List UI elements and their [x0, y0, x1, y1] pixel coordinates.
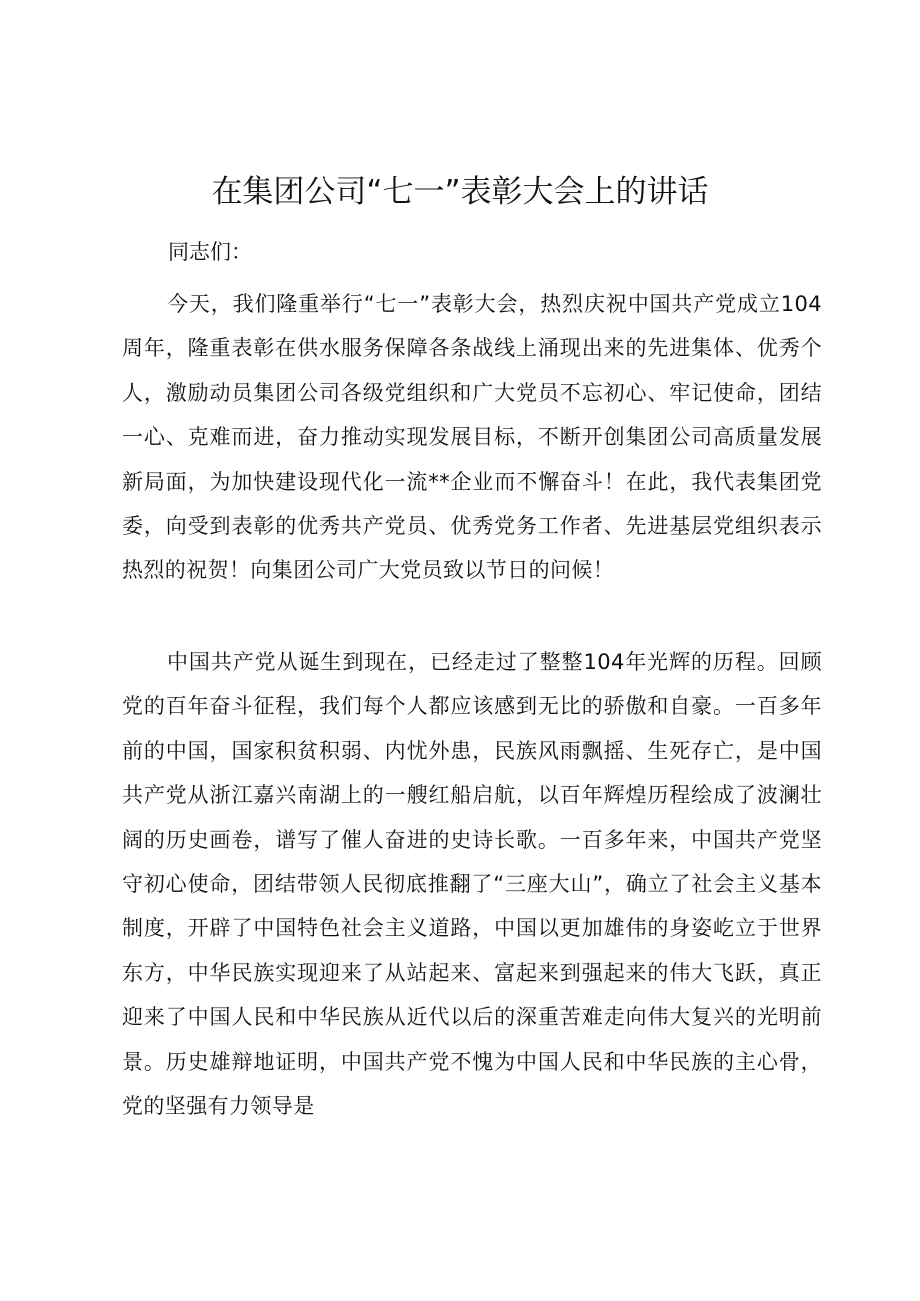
- salutation: 同志们：: [168, 240, 252, 264]
- paragraph-1: 今天，我们隆重举行“七一”表彰大会，热烈庆祝中国共产党成立104周年，隆重表彰在供水服务保障各条战线上涌现出来的先进集体、优秀个人，激励动员集团公司各级党组织和广大党员不忘初心、牢记使命，团结一心、克难而进，奋力推动实现发展目标，不断开创集团公司高质量发展新局面，为加快建设现代化一流**企业而不懈奋斗！在此，我代表集团党委，向受到表彰的优秀共产党员、优秀党务工作者、先进基层党组织表示热烈的祝贺！向集团公司广大党员致以节日的问候！: [122, 292, 822, 583]
- document-title: 在集团公司“七一”表彰大会上的讲话: [211, 174, 709, 210]
- paragraph-2: 中国共产党从诞生到现在，已经走过了整整104年光辉的历程。回顾党的百年奋斗征程，我们每个人都应该感到无比的骄傲和自豪。一百多年前的中国，国家积贫积弱、内忧外患，民族风雨飘摇、生死存亡，是中国共产党从浙江嘉兴南湖上的一艘红船启航，以百年辉煌历程绘成了波澜壮阔的历史画卷，谱写了催人奋进的史诗长歌。一百多年来，中国共产党坚守初心使命，团结带领人民彻底推翻了“三座大山”，确立了社会主义基本制度，开辟了中国特色社会主义道路，中国以更加雄伟的身姿屹立于世界东方，中华民族实现迎来了从站起来、富起来到强起来的伟大飞跃，真正迎来了中国人民和中华民族从近代以后的深重苦难走向伟大复兴的光明前景。历史雄辩地证明，中国共产党不愧为中国人民和中华民族的主心骨，党的坚强有力领导是: [122, 650, 822, 1119]
